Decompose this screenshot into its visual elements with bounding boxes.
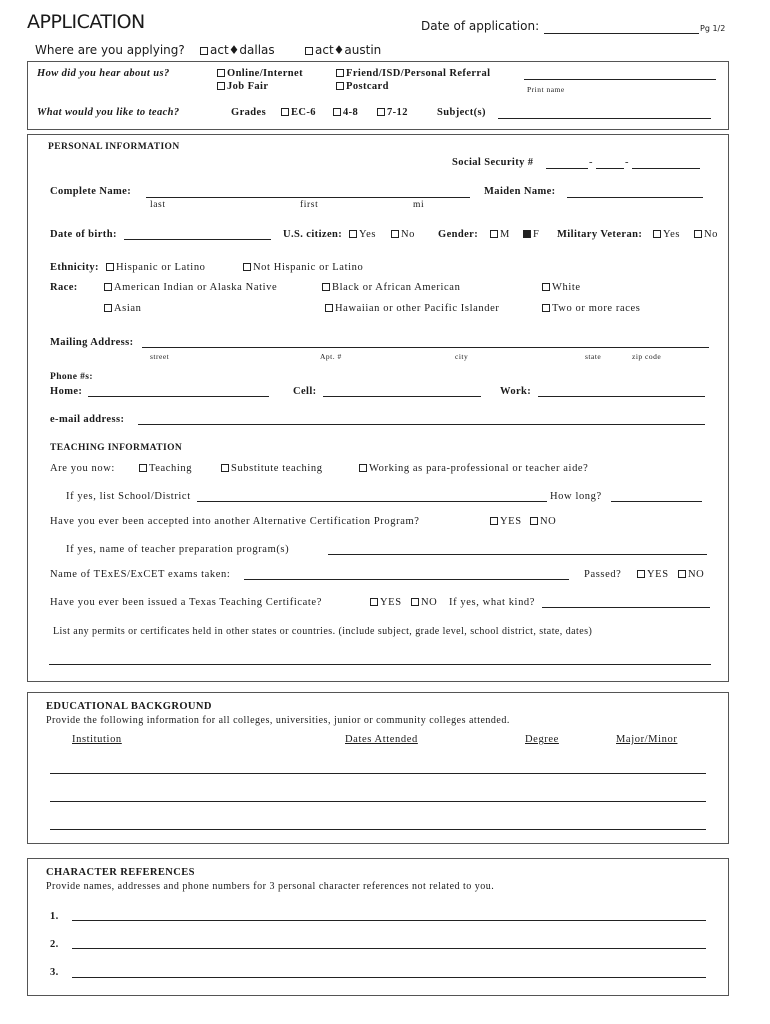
date-of-application-label: Date of application: <box>421 19 540 33</box>
hear-online-option[interactable] <box>217 68 303 79</box>
col-major-header: Major/Minor <box>616 734 678 745</box>
hear-friend-checkbox[interactable] <box>336 69 344 77</box>
race-amind-label: American Indian or Alaska Native <box>114 282 278 293</box>
certificate-yes-label: YES <box>380 597 402 608</box>
grade-48-checkbox[interactable] <box>333 108 341 116</box>
ssn-separator-1: - <box>589 157 594 168</box>
teaching-info-heading: TEACHING INFORMATION <box>50 443 183 453</box>
ethnicity-hispanic-label: Hispanic or Latino <box>116 262 206 273</box>
accepted-no-label: NO <box>540 516 557 527</box>
ethnicity-not-hispanic-label: Not Hispanic or Latino <box>253 262 364 273</box>
school-district-label: If yes, list School/District <box>66 491 191 502</box>
page-number: Pg 1/2 <box>700 24 726 33</box>
certificate-no-label: NO <box>421 597 438 608</box>
race-hawaiian-option[interactable] <box>325 303 499 314</box>
complete-name-field[interactable] <box>146 197 470 198</box>
complete-name-label: Complete Name: <box>50 186 132 197</box>
certificate-yes-option[interactable] <box>370 597 402 608</box>
grade-ec6-option[interactable] <box>281 107 316 118</box>
location-dallas-checkbox[interactable] <box>200 47 208 55</box>
ethnicity-not-hispanic-checkbox[interactable] <box>243 263 251 271</box>
location-austin-label: act♦austin <box>315 43 382 57</box>
race-amind-option[interactable] <box>104 282 277 293</box>
work-phone-label: Work: <box>500 386 532 397</box>
how-long-label: How long? <box>550 491 602 502</box>
ethnicity-label: Ethnicity: <box>50 262 99 273</box>
passed-no-label: NO <box>688 569 705 580</box>
certificate-kind-field[interactable] <box>542 607 710 608</box>
texes-label: Name of TExES/ExCET exams taken: <box>50 569 231 580</box>
race-two-checkbox[interactable] <box>542 304 550 312</box>
veteran-yes-option[interactable] <box>653 229 680 240</box>
accepted-question: Have you ever been accepted into another Alternative Certification Program? <box>50 516 420 527</box>
dob-label: Date of birth: <box>50 229 117 240</box>
now-substitute-checkbox[interactable] <box>221 464 229 472</box>
passed-no-checkbox[interactable] <box>678 570 686 578</box>
maiden-name-field[interactable] <box>567 197 703 198</box>
hear-postcard-checkbox[interactable] <box>336 82 344 90</box>
reference-number-1: 1. <box>50 911 59 922</box>
citizen-no-label: No <box>401 229 416 240</box>
reference-field-3[interactable] <box>72 977 706 978</box>
gender-m-option[interactable] <box>490 229 510 240</box>
ssn-separator-2: - <box>625 157 630 168</box>
ssn-label: Social Security # <box>452 157 534 168</box>
now-teaching-option[interactable] <box>139 463 192 474</box>
grade-48-label: 4-8 <box>343 107 359 118</box>
now-teaching-label: Teaching <box>149 463 193 474</box>
now-substitute-label: Substitute teaching <box>231 463 323 474</box>
page-title: APPLICATION <box>27 11 145 33</box>
certificate-question: Have you ever been issued a Texas Teaching Certificate? <box>50 597 322 608</box>
teach-question: What would you like to teach? <box>37 107 180 118</box>
race-black-option[interactable] <box>322 282 460 293</box>
hear-friend-option[interactable] <box>336 68 490 79</box>
grade-ec6-label: EC-6 <box>291 107 316 118</box>
race-asian-option[interactable] <box>104 303 142 314</box>
phone-label: Phone #s: <box>50 372 93 382</box>
hear-friend-label: Friend/ISD/Personal Referral <box>346 68 491 79</box>
ethnicity-not-hispanic-option[interactable] <box>243 262 363 273</box>
gender-m-checkbox[interactable] <box>490 230 498 238</box>
personal-info-heading: PERSONAL INFORMATION <box>48 142 180 152</box>
reference-number-3: 3. <box>50 967 59 978</box>
hear-jobfair-checkbox[interactable] <box>217 82 225 90</box>
now-para-option[interactable] <box>359 463 588 474</box>
certificate-kind-label: If yes, what kind? <box>449 597 536 608</box>
mailing-address-label: Mailing Address: <box>50 337 134 348</box>
race-white-checkbox[interactable] <box>542 283 550 291</box>
gender-f-option[interactable] <box>523 229 539 240</box>
ssn-field-2[interactable] <box>596 168 624 169</box>
grade-ec6-checkbox[interactable] <box>281 108 289 116</box>
passed-no-option[interactable] <box>678 569 704 580</box>
work-phone-field[interactable] <box>538 396 705 397</box>
race-white-option[interactable] <box>542 282 581 293</box>
mailing-address-field[interactable] <box>142 347 709 348</box>
accepted-yes-checkbox[interactable] <box>490 517 498 525</box>
ethnicity-hispanic-checkbox[interactable] <box>106 263 114 271</box>
location-austin-option[interactable] <box>305 43 381 57</box>
citizen-yes-option[interactable] <box>349 229 376 240</box>
permits-field[interactable] <box>49 664 711 665</box>
street-hint: street <box>150 352 170 361</box>
last-name-hint: last <box>150 200 166 210</box>
hear-about-question: How did you hear about us? <box>37 68 170 79</box>
now-para-label: Working as para-professional or teacher aide? <box>369 463 589 474</box>
hear-jobfair-option[interactable] <box>217 81 268 92</box>
race-label: Race: <box>50 282 78 293</box>
now-teaching-checkbox[interactable] <box>139 464 147 472</box>
email-label: e-mail address: <box>50 414 125 425</box>
citizen-label: U.S. citizen: <box>283 229 343 240</box>
citizen-no-checkbox[interactable] <box>391 230 399 238</box>
ssn-field-1[interactable] <box>546 168 588 169</box>
hear-postcard-option[interactable] <box>336 81 389 92</box>
texes-field[interactable] <box>244 579 569 580</box>
program-label: If yes, name of teacher preparation program(s) <box>66 544 290 555</box>
print-name-hint: Print name <box>527 85 565 94</box>
references-heading: CHARACTER REFERENCES <box>46 867 195 878</box>
race-black-label: Black or African American <box>332 282 461 293</box>
veteran-no-checkbox[interactable] <box>694 230 702 238</box>
race-hawaiian-label: Hawaiian or other Pacific Islander <box>335 303 500 314</box>
state-hint: state <box>585 352 602 361</box>
how-long-field[interactable] <box>611 501 702 502</box>
now-para-checkbox[interactable] <box>359 464 367 472</box>
hear-jobfair-label: Job Fair <box>227 81 269 92</box>
middle-initial-hint: mi <box>413 200 425 210</box>
cell-phone-label: Cell: <box>293 386 317 397</box>
grade-712-option[interactable] <box>377 107 408 118</box>
hear-online-checkbox[interactable] <box>217 69 225 77</box>
education-instruction: Provide the following information for all colleges, universities, junior or community colleges attended. <box>46 715 510 726</box>
citizen-yes-label: Yes <box>359 229 377 240</box>
race-amind-checkbox[interactable] <box>104 283 112 291</box>
ethnicity-hispanic-option[interactable] <box>106 262 206 273</box>
citizen-yes-checkbox[interactable] <box>349 230 357 238</box>
are-you-now-label: Are you now: <box>50 463 115 474</box>
first-name-hint: first <box>300 200 319 210</box>
references-instruction: Provide names, addresses and phone numbers for 3 personal character references not related to you. <box>46 881 495 892</box>
reference-field-1[interactable] <box>72 920 706 921</box>
veteran-yes-checkbox[interactable] <box>653 230 661 238</box>
subjects-label: Subject(s) <box>437 107 486 118</box>
referral-name-field[interactable] <box>524 79 716 80</box>
where-applying-label: Where are you applying? <box>35 43 185 57</box>
hear-online-label: Online/Internet <box>227 68 303 79</box>
grade-48-option[interactable] <box>333 107 358 118</box>
cell-phone-field[interactable] <box>323 396 481 397</box>
ssn-field-3[interactable] <box>632 168 700 169</box>
apt-hint: Apt. # <box>320 352 342 361</box>
reference-field-2[interactable] <box>72 948 706 949</box>
passed-label: Passed? <box>584 569 622 580</box>
gender-f-label: F <box>533 229 540 240</box>
gender-f-checkbox[interactable] <box>523 230 531 238</box>
school-district-field[interactable] <box>197 501 547 502</box>
gender-m-label: M <box>500 229 510 240</box>
maiden-name-label: Maiden Name: <box>484 186 556 197</box>
col-institution-header: Institution <box>72 734 122 745</box>
veteran-no-label: No <box>704 229 719 240</box>
passed-yes-label: YES <box>647 569 669 580</box>
location-austin-checkbox[interactable] <box>305 47 313 55</box>
home-phone-label: Home: <box>50 386 83 397</box>
col-dates-header: Dates Attended <box>345 734 418 745</box>
certificate-no-checkbox[interactable] <box>411 598 419 606</box>
col-degree-header: Degree <box>525 734 559 745</box>
citizen-no-option[interactable] <box>391 229 415 240</box>
veteran-no-option[interactable] <box>694 229 718 240</box>
race-black-checkbox[interactable] <box>322 283 330 291</box>
dob-field[interactable] <box>124 239 271 240</box>
accepted-yes-option[interactable] <box>490 516 522 527</box>
education-row-2[interactable] <box>50 801 706 802</box>
accepted-no-option[interactable] <box>530 516 556 527</box>
accepted-no-checkbox[interactable] <box>530 517 538 525</box>
location-dallas-option[interactable] <box>200 43 275 57</box>
permits-instruction: List any permits or certificates held in other states or countries. (include subject, grade level, school district, state, dates) <box>53 626 593 637</box>
location-dallas-label: act♦dallas <box>210 43 275 57</box>
passed-yes-checkbox[interactable] <box>637 570 645 578</box>
veteran-yes-label: Yes <box>663 229 681 240</box>
certificate-yes-checkbox[interactable] <box>370 598 378 606</box>
grade-712-label: 7-12 <box>387 107 408 118</box>
grade-712-checkbox[interactable] <box>377 108 385 116</box>
now-substitute-option[interactable] <box>221 463 323 474</box>
race-hawaiian-checkbox[interactable] <box>325 304 333 312</box>
hear-postcard-label: Postcard <box>346 81 389 92</box>
date-of-application-field[interactable] <box>544 33 699 34</box>
reference-number-2: 2. <box>50 939 59 950</box>
city-hint: city <box>455 352 469 361</box>
passed-yes-option[interactable] <box>637 569 669 580</box>
zip-hint: zip code <box>632 352 662 361</box>
accepted-yes-label: YES <box>500 516 522 527</box>
subjects-field[interactable] <box>498 118 711 119</box>
education-heading: EDUCATIONAL BACKGROUND <box>46 701 212 712</box>
grades-label: Grades <box>231 107 267 118</box>
race-asian-label: Asian <box>114 303 142 314</box>
race-white-label: White <box>552 282 581 293</box>
veteran-label: Military Veteran: <box>557 229 643 240</box>
program-field[interactable] <box>328 554 707 555</box>
education-row-1[interactable] <box>50 773 706 774</box>
race-asian-checkbox[interactable] <box>104 304 112 312</box>
certificate-no-option[interactable] <box>411 597 437 608</box>
gender-label: Gender: <box>438 229 479 240</box>
race-two-option[interactable] <box>542 303 640 314</box>
education-row-3[interactable] <box>50 829 706 830</box>
email-field[interactable] <box>138 424 705 425</box>
race-two-label: Two or more races <box>552 303 641 314</box>
references-section <box>27 858 729 996</box>
home-phone-field[interactable] <box>88 396 269 397</box>
